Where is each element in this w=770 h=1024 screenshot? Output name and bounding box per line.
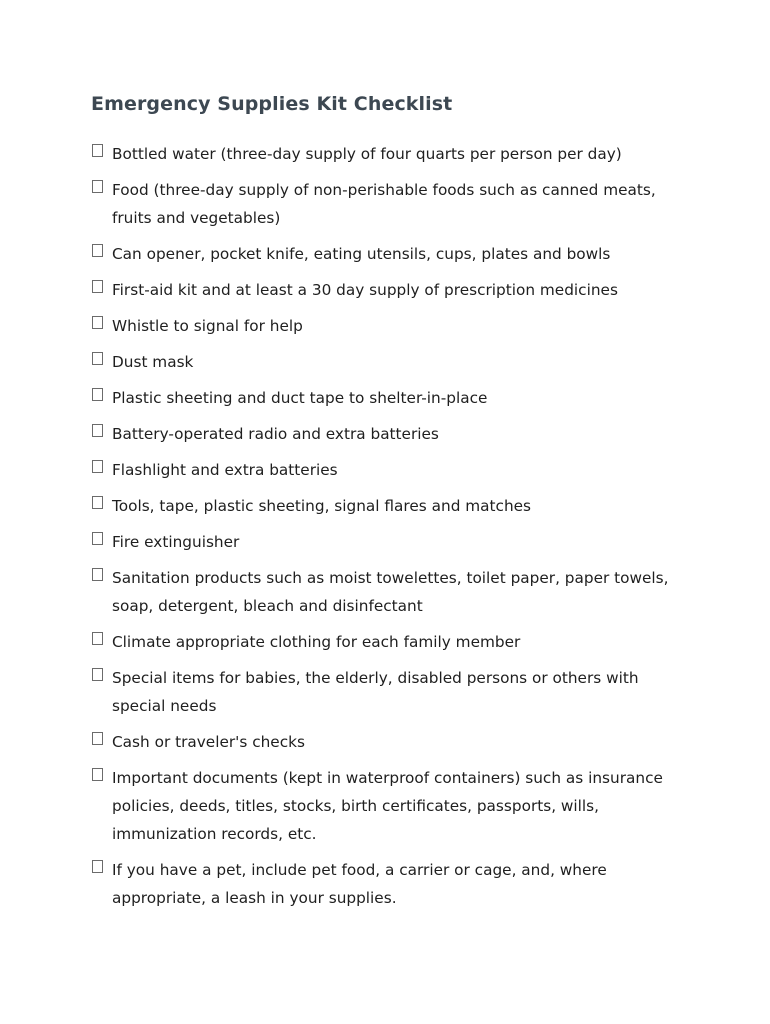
checklist-item-label: Battery-operated radio and extra batteries [112,425,439,443]
checklist-item [91,528,691,556]
checkbox[interactable] [92,180,103,193]
checklist-item-label: First-aid kit and at least a 30 day supply of prescription medicines [112,281,618,299]
checklist-item [91,728,691,756]
checklist-item [91,664,691,720]
checkbox[interactable] [92,352,103,365]
checkbox[interactable] [92,632,103,645]
checkbox[interactable] [92,768,103,781]
checklist-item [91,456,691,484]
checklist-item-label: Flashlight and extra batteries [112,461,338,479]
checkbox[interactable] [92,316,103,329]
checklist-item-label: Whistle to signal for help [112,317,303,335]
checkbox[interactable] [92,532,103,545]
checklist-item-label: Climate appropriate clothing for each family member [112,633,521,651]
checkbox[interactable] [92,668,103,681]
checklist-item-label: Food (three-day supply of non-perishable foods such as canned meats, fruits and vegetables) [112,181,656,227]
checklist-item-label: Fire extinguisher [112,533,240,551]
checklist-item [91,276,691,304]
checklist-item-label: Special items for babies, the elderly, disabled persons or others with special needs [112,669,639,715]
checklist-item [91,764,691,848]
checkbox[interactable] [92,496,103,509]
checklist-item [91,384,691,412]
checklist-item-label: If you have a pet, include pet food, a carrier or cage, and, where appropriate, a leash in your supplies. [112,861,607,907]
checklist-item [91,628,691,656]
checklist-item-label: Plastic sheeting and duct tape to shelter-in-place [112,389,488,407]
checklist-item [91,312,691,340]
checklist-item [91,240,691,268]
checklist-item-label: Cash or traveler's checks [112,733,305,751]
checkbox[interactable] [92,424,103,437]
checkbox[interactable] [92,860,103,873]
checkbox[interactable] [92,568,103,581]
supplies-checklist [91,140,691,920]
checklist-item [91,564,691,620]
checklist-item [91,176,691,232]
checklist-item-label: Dust mask [112,353,194,371]
checklist-item [91,492,691,520]
checklist-item-label: Important documents (kept in waterproof containers) such as insurance policies, deeds, titles, stocks, birth certificates, passports, wills, immunization records, etc. [112,769,663,843]
page-title: Emergency Supplies Kit Checklist [91,93,453,115]
checklist-item [91,420,691,448]
checklist-item [91,856,691,912]
checklist-item-label: Tools, tape, plastic sheeting, signal flares and matches [112,497,532,515]
checkbox[interactable] [92,244,103,257]
checklist-item-label: Bottled water (three-day supply of four quarts per person per day) [112,145,622,163]
checkbox[interactable] [92,460,103,473]
checklist-item [91,348,691,376]
checkbox[interactable] [92,732,103,745]
checklist-item-label: Can opener, pocket knife, eating utensils, cups, plates and bowls [112,245,611,263]
checkbox[interactable] [92,280,103,293]
checklist-item [91,140,691,168]
checkbox[interactable] [92,144,103,157]
checkbox[interactable] [92,388,103,401]
checklist-item-label: Sanitation products such as moist towelettes, toilet paper, paper towels, soap, detergent, bleach and disinfectant [112,569,669,615]
